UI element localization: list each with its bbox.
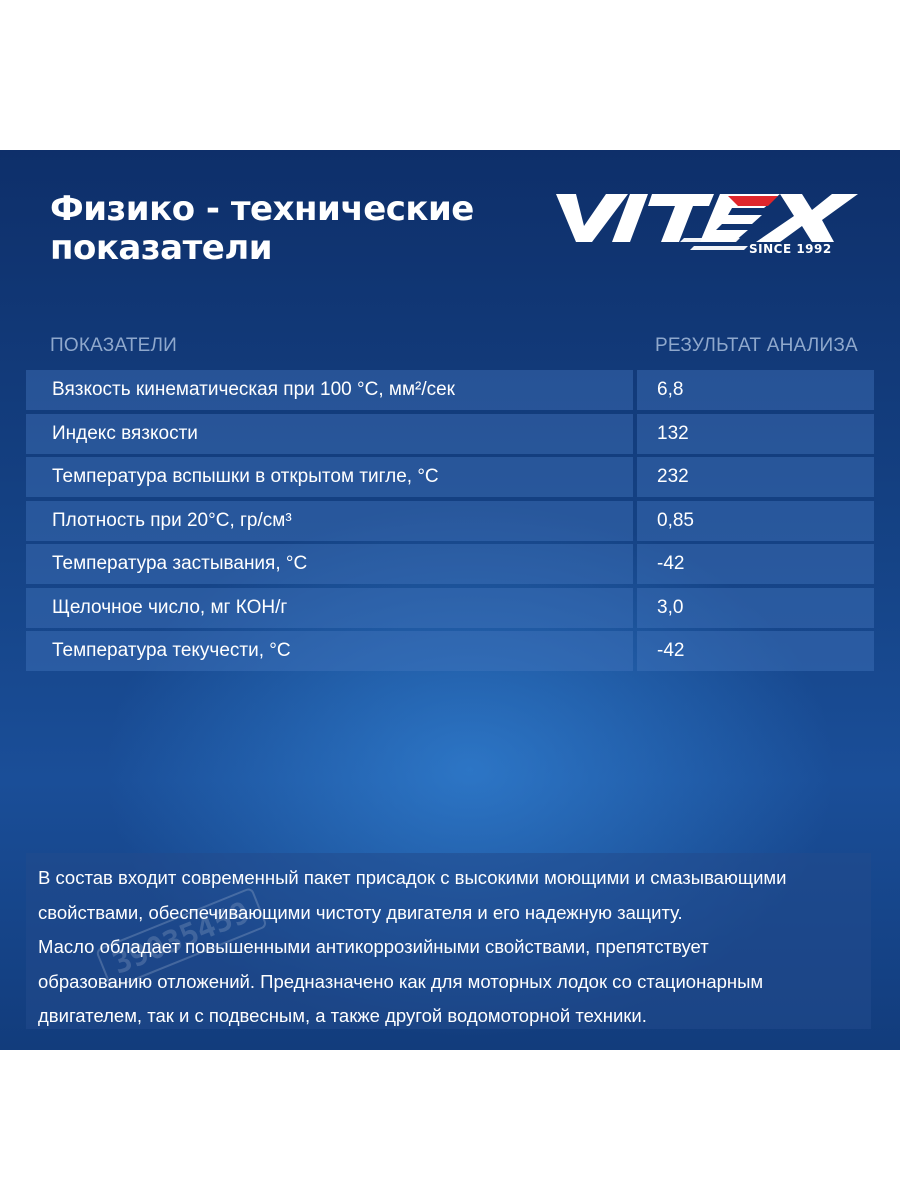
table-row bbox=[26, 457, 874, 497]
parameter-name: Температура застывания, °С bbox=[26, 544, 633, 584]
table-row bbox=[26, 544, 874, 584]
info-panel bbox=[0, 150, 900, 1050]
logo-tagline: SINCE 1992 bbox=[749, 242, 832, 254]
parameter-name: Температура текучести, °С bbox=[26, 631, 633, 671]
watermark-stamp: 39035459 bbox=[95, 887, 267, 990]
parameter-name: Щелочное число, мг КОН/г bbox=[26, 588, 633, 628]
column-header-parameters: ПОКАЗАТЕЛИ bbox=[50, 335, 178, 356]
parameter-value: 232 bbox=[637, 457, 874, 497]
description-line: Масло обладает повышенными антикоррозийными свойствами, препятствует bbox=[38, 936, 709, 958]
table-row bbox=[26, 370, 874, 410]
parameter-value: 3,0 bbox=[637, 588, 874, 628]
table-row bbox=[26, 414, 874, 454]
description-line: образованию отложений. Предназначено как для моторных лодок со стационарным bbox=[38, 970, 764, 992]
parameter-value: 0,85 bbox=[637, 501, 874, 541]
description-line: свойствами, обеспечивающими чистоту двигателя и его надежную защиту. bbox=[38, 901, 683, 923]
title-line-2: показатели bbox=[50, 228, 273, 268]
table-row bbox=[26, 588, 874, 628]
parameter-name: Вязкость кинематическая при 100 °С, мм²/сек bbox=[26, 370, 633, 410]
parameters-table bbox=[26, 370, 874, 675]
parameter-name: Температура вспышки в открытом тигле, °С bbox=[26, 457, 633, 497]
title-line-1: Физико - технические bbox=[50, 189, 474, 229]
description-line: двигателем, так и с подвесным, а также другой водомоторной техники. bbox=[38, 1005, 647, 1027]
vitex-logo bbox=[552, 182, 864, 254]
page-title bbox=[50, 190, 520, 268]
table-row bbox=[26, 631, 874, 671]
parameter-name: Плотность при 20°С, гр/см³ bbox=[26, 501, 633, 541]
table-row bbox=[26, 501, 874, 541]
column-header-results: РЕЗУЛЬТАТ АНАЛИЗА bbox=[655, 335, 858, 356]
parameter-name: Индекс вязкости bbox=[26, 414, 633, 454]
parameter-value: -42 bbox=[637, 631, 874, 671]
parameter-value: 132 bbox=[637, 414, 874, 454]
description-line: В состав входит современный пакет присадок с высокими моющими и смазывающими bbox=[38, 867, 787, 888]
parameter-value: -42 bbox=[637, 544, 874, 584]
parameter-value: 6,8 bbox=[637, 370, 874, 410]
